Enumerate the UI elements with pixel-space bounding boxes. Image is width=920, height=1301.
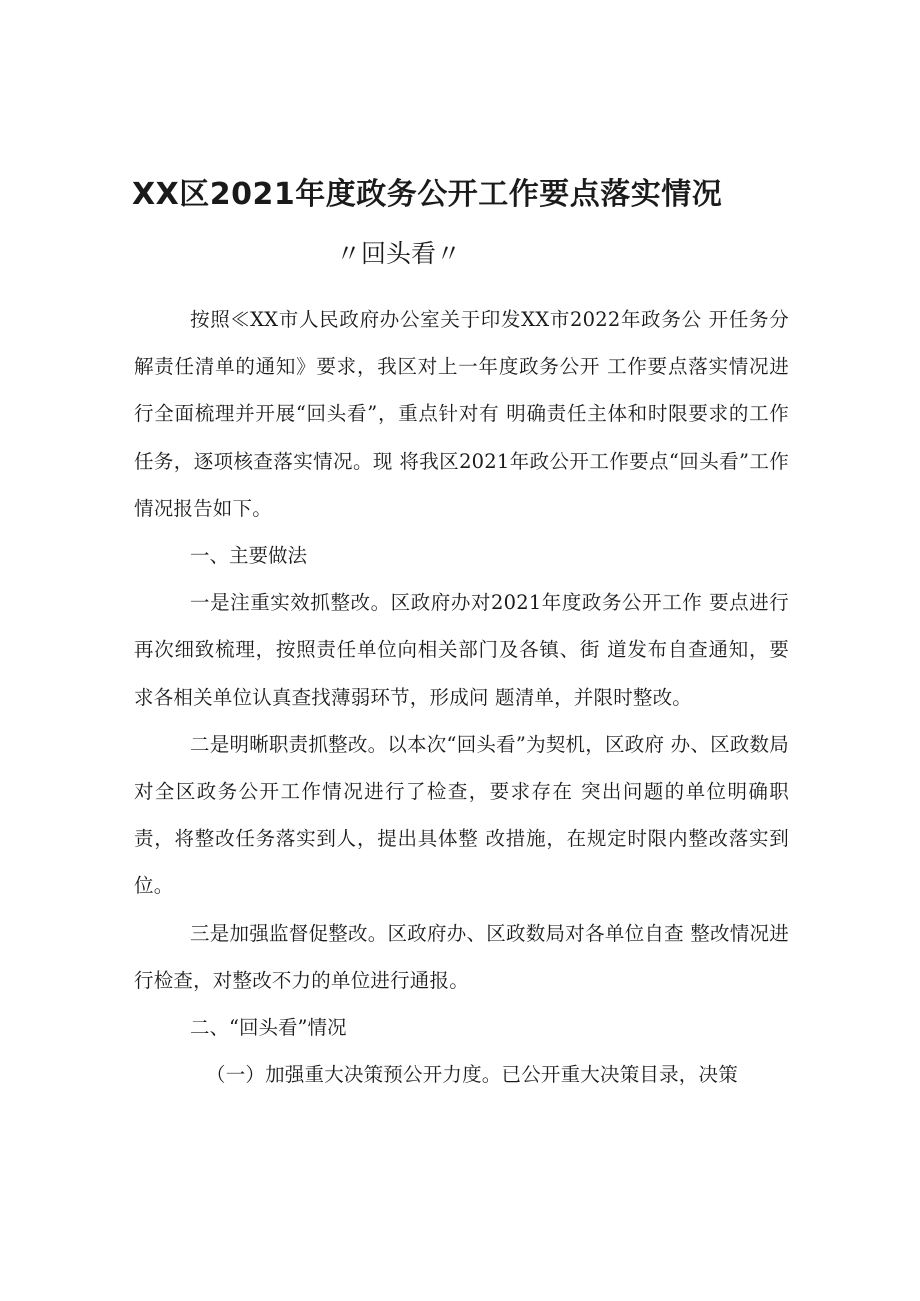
document-body	[134, 296, 789, 1098]
document-subtitle: 〃回头看〃	[336, 239, 462, 268]
paragraph-review-item-one: （一）加强重大决策预公开力度。已公开重大决策目录，决策	[206, 1063, 738, 1087]
document-title: XX区2021年度政务公开工作要点落实情况	[132, 177, 723, 212]
paragraph-practice-three: 三是加强监督促整改。区政府办、区政数局对各单位自查 整改情况进行检查，对整改不力的单位进行通报。	[134, 921, 789, 992]
paragraph-practice-two: 二是明晰职责抓整改。以本次“回头看”为契机，区政府 办、区政数局对全区政务公开工作情况进行了检查，要求存在 突出问题的单位明确职责，将整改任务落实到人，提出具体整 改措施，在规定时限内整改落实到位。	[134, 732, 789, 898]
section-heading-main-practices: 一、主要做法	[190, 544, 308, 568]
paragraph-practice-one: 一是注重实效抓整改。区政府办对2021年度政务公开工作 要点进行再次细致梳理，按照责任单位向相关部门及各镇、街 道发布自查通知，要求各相关单位认真查找薄弱环节，形成问 题清单，并限时整改。	[134, 591, 789, 709]
section-heading-review: 二、“回头看”情况	[190, 1016, 347, 1040]
intro-paragraph: 按照≪XX市人民政府办公室关于印发XX市2022年政务公 开任务分解责任清单的通知》要求，我区对上一年度政务公开 工作要点落实情况进行全面梳理并开展“回头看”，重点针对有 明确责任主体和时限要求的工作任务，逐项核查落实情况。现 将我区2021年政公开工作要点“回头看”工作情况报告如下。	[134, 308, 789, 520]
